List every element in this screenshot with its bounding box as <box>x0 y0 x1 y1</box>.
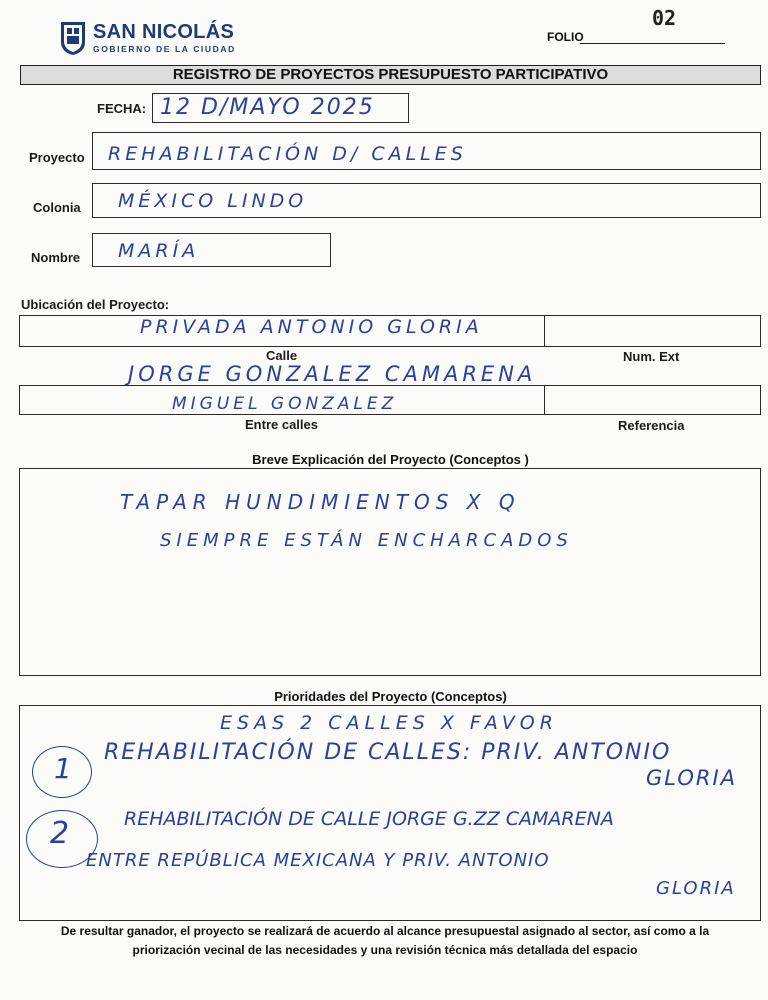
priority-2-number: 2 <box>50 816 70 851</box>
brand-name: SAN NICOLÁS <box>93 21 235 43</box>
entre-calles-value-1: JORGE GONZALEZ CAMARENA <box>128 362 537 386</box>
explicacion-label: Breve Explicación del Proyecto (Conceptos ) <box>252 452 529 467</box>
explicacion-line-2: SIEMPRE ESTÁN ENCHARCADOS <box>160 530 573 551</box>
colonia-value: MÉXICO LINDO <box>118 190 308 212</box>
ubicacion-label: Ubicación del Proyecto: <box>21 297 170 312</box>
entre-calles-label: Entre calles <box>245 417 318 432</box>
calle-label: Calle <box>266 348 298 363</box>
priority-2-line-2: ENTRE REPÚBLICA MEXICANA Y PRIV. ANTONIO <box>86 850 550 871</box>
fecha-label: FECHA: <box>97 101 147 116</box>
form-title: REGISTRO DE PROYECTOS PRESUPUESTO PARTICIPATIVO <box>20 65 761 85</box>
referencia-field[interactable] <box>544 385 761 415</box>
priority-2-line-1: REHABILITACIÓN DE CALLE JORGE G.ZZ CAMARENA <box>124 808 614 830</box>
proyecto-value: REHABILITACIÓN D/ CALLES <box>108 143 467 165</box>
colonia-label: Colonia <box>33 200 81 215</box>
proyecto-label: Proyecto <box>29 150 85 165</box>
priority-1-line-1: REHABILITACIÓN DE CALLES: PRIV. ANTONIO <box>104 740 672 765</box>
num-ext-field[interactable] <box>544 315 761 347</box>
priority-2-line-3: GLORIA <box>656 878 736 899</box>
prioridades-intro: ESAS 2 CALLES X FAVOR <box>220 712 558 734</box>
city-crest-logo <box>59 20 87 56</box>
brand-subtitle: GOBIERNO DE LA CIUDAD <box>93 44 236 54</box>
footer-note: De resultar ganador, el proyecto se realizará de acuerdo al alcance presupuestal asignado al sector, así como a la priorización vecinal de las necesidades y una revisión técnica más detallada del espacio <box>60 924 710 957</box>
folio-number: 02 <box>652 6 677 30</box>
calle-value: PRIVADA ANTONIO GLORIA <box>140 316 483 338</box>
fecha-value: 12 D/MAYO 2025 <box>160 95 375 120</box>
referencia-label: Referencia <box>618 418 685 433</box>
folio-line[interactable] <box>580 43 725 44</box>
prioridades-label: Prioridades del Proyecto (Conceptos) <box>274 689 507 704</box>
nombre-label: Nombre <box>31 250 81 265</box>
entre-calles-value-2: MIGUEL GONZALEZ <box>172 394 398 414</box>
priority-1-number: 1 <box>54 752 72 785</box>
priority-1-line-2: GLORIA <box>646 766 738 790</box>
num-ext-label: Num. Ext <box>623 349 680 364</box>
nombre-value: MARÍA <box>118 240 200 262</box>
folio-label: FOLIO <box>547 30 584 44</box>
explicacion-line-1: TAPAR HUNDIMIENTOS X Q <box>120 490 521 514</box>
